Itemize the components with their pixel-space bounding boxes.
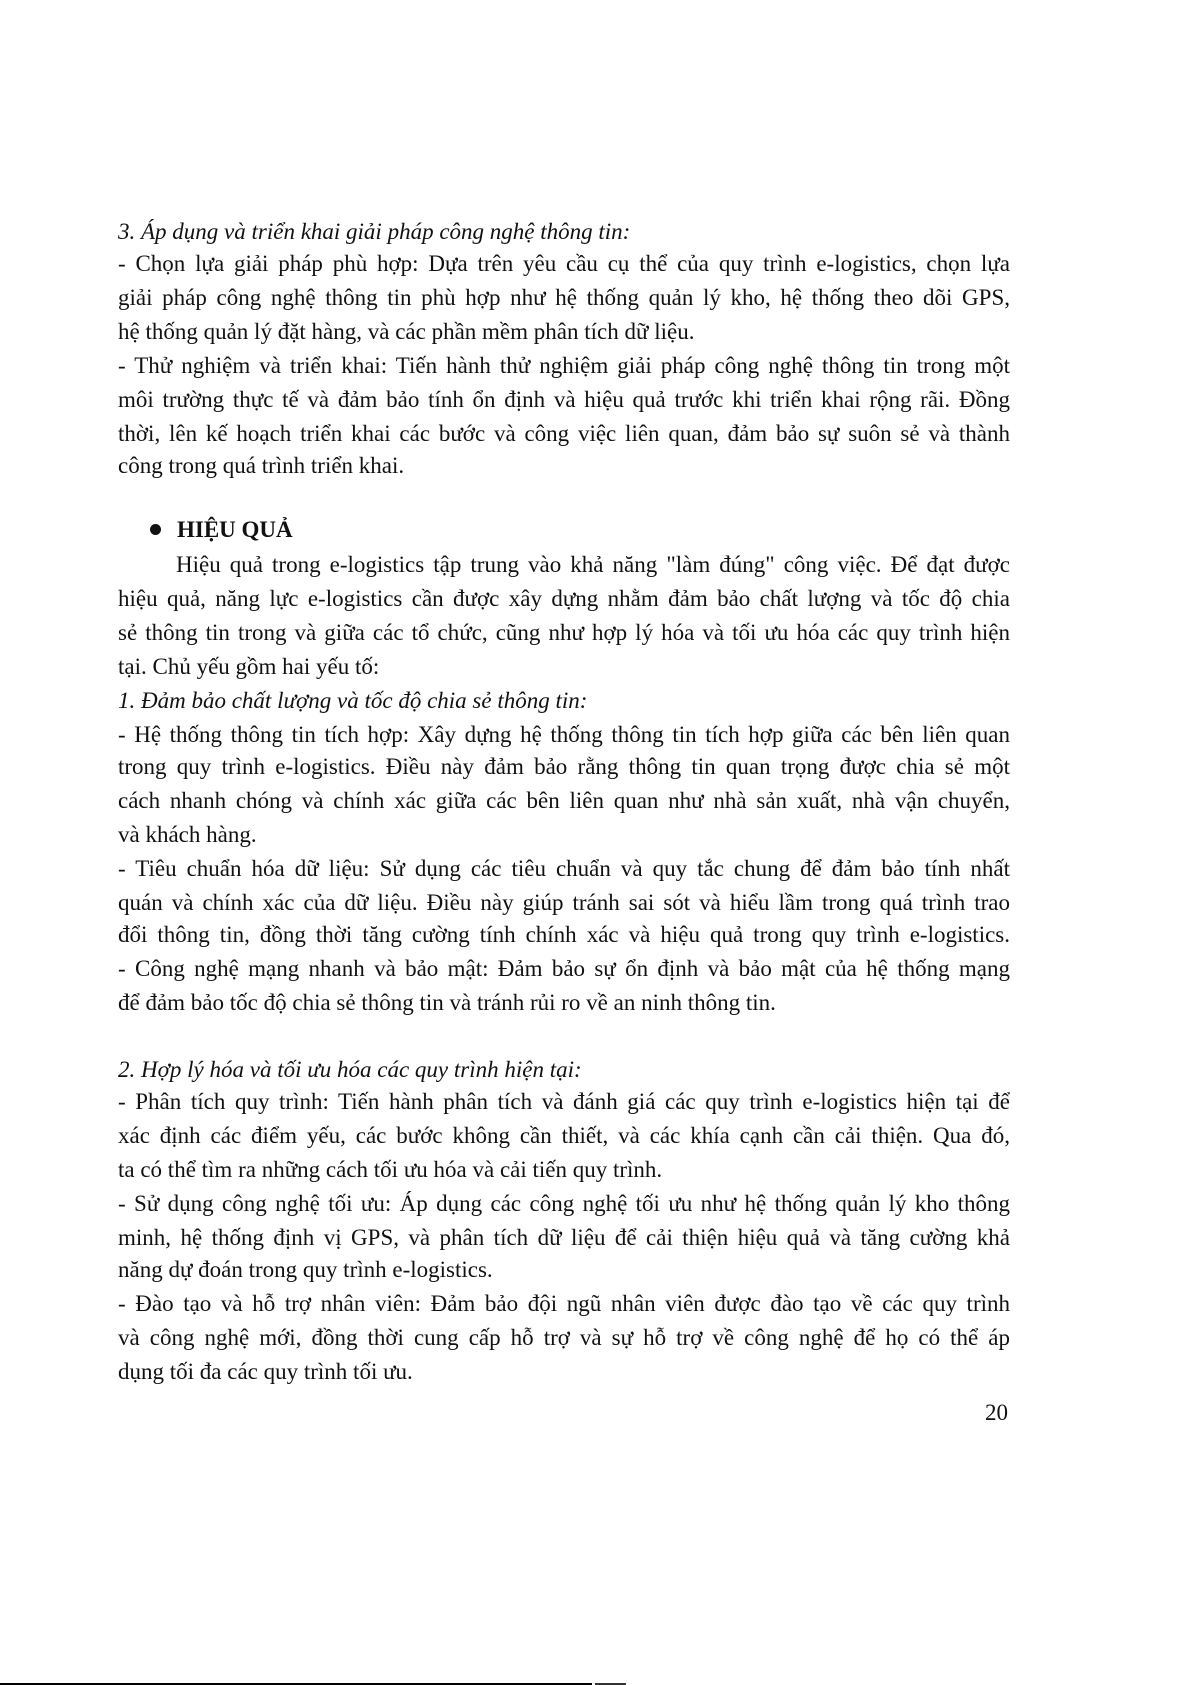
text-line: để đảm bảo tốc độ chia sẻ thông tin và tránh rủi ro về an ninh thông tin. (118, 990, 776, 1015)
text-line: và công nghệ mới, đồng thời cung cấp hỗ trợ và sự hỗ trợ về công nghệ để họ có thể áp (118, 1325, 1010, 1350)
text-line: công trong quá trình triển khai. (118, 453, 405, 478)
text-line: dụng tối đa các quy trình tối ưu. (118, 1359, 413, 1384)
text-line: cách nhanh chóng và chính xác giữa các bên liên quan như nhà sản xuất, nhà vận chuyển, (118, 788, 1010, 813)
text-line: quán và chính xác của dữ liệu. Điều này giúp tránh sai sót và hiểu lầm trong quá trình trao (118, 890, 1010, 915)
text-line: tại. Chủ yếu gồm hai yếu tố: (118, 654, 380, 679)
text-line: Hiệu quả trong e-logistics tập trung vào khả năng "làm đúng" công việc. Để đạt được (176, 552, 1010, 577)
page-number: 20 (985, 1400, 1008, 1425)
text-line: thời, lên kế hoạch triển khai các bước và công việc liên quan, đảm bảo sự suôn sẻ và thành (118, 421, 1010, 446)
bullet-icon (150, 524, 161, 535)
text-line: trong quy trình e-logistics. Điều này đảm bảo rằng thông tin quan trọng được chia sẻ một (118, 754, 1010, 779)
subsection-heading: 1. Đảm bảo chất lượng và tốc độ chia sẻ thông tin: (118, 688, 588, 713)
text-line: hệ thống quản lý đặt hàng, và các phần mềm phân tích dữ liệu. (118, 319, 695, 344)
text-line: - Công nghệ mạng nhanh và bảo mật: Đảm bảo sự ổn định và bảo mật của hệ thống mạng (118, 956, 1010, 981)
text-line: minh, hệ thống định vị GPS, và phân tích dữ liệu để cải thiện hiệu quả và tăng cường khả (118, 1225, 1010, 1250)
text-line: - Đào tạo và hỗ trợ nhân viên: Đảm bảo đội ngũ nhân viên được đào tạo về các quy trình (118, 1291, 1010, 1316)
text-line: - Chọn lựa giải pháp phù hợp: Dựa trên yêu cầu cụ thể của quy trình e-logistics, chọn lựa (118, 251, 1010, 276)
text-line: ta có thể tìm ra những cách tối ưu hóa và cải tiến quy trình. (118, 1157, 663, 1182)
text-line: - Phân tích quy trình: Tiến hành phân tích và đánh giá các quy trình e-logistics hiện tại để (118, 1089, 1010, 1114)
text-line: đổi thông tin, đồng thời tăng cường tính chính xác và hiệu quả trong quy trình e-logistics. (118, 922, 1010, 947)
text-line: - Sử dụng công nghệ tối ưu: Áp dụng các công nghệ tối ưu như hệ thống quản lý kho thông (118, 1191, 1010, 1216)
text-line: giải pháp công nghệ thông tin phù hợp như hệ thống quản lý kho, hệ thống theo dõi GPS, (118, 285, 1010, 310)
subsection-heading: 2. Hợp lý hóa và tối ưu hóa các quy trình hiện tại: (118, 1057, 582, 1082)
text-line: xác định các điểm yếu, các bước không cần thiết, và các khía cạnh cần cải thiện. Qua đó, (118, 1123, 1010, 1148)
text-line: hiệu quả, năng lực e-logistics cần được xây dựng nhằm đảm bảo chất lượng và tốc độ chia (118, 586, 1010, 611)
text-line: năng dự đoán trong quy trình e-logistics. (118, 1257, 493, 1282)
text-line: - Thử nghiệm và triển khai: Tiến hành thử nghiệm giải pháp công nghệ thông tin trong một (118, 353, 1010, 378)
text-line: sẻ thông tin trong và giữa các tổ chức, cũng như hợp lý hóa và tối ưu hóa các quy trình hiện (118, 620, 1010, 645)
subsection-heading: 3. Áp dụng và triển khai giải pháp công nghệ thông tin: (118, 219, 631, 244)
text-line: môi trường thực tế và đảm bảo tính ổn định và hiệu quả trước khi triển khai rộng rãi. Đồng (118, 387, 1010, 412)
text-line: - Tiêu chuẩn hóa dữ liệu: Sử dụng các tiêu chuẩn và quy tắc chung để đảm bảo tính nhất (118, 856, 1010, 881)
section-heading-text: HIỆU QUẢ (177, 517, 293, 542)
section-heading-hieu-qua (150, 516, 293, 544)
text-line: - Hệ thống thông tin tích hợp: Xây dựng hệ thống thông tin tích hợp giữa các bên liên quan (118, 722, 1010, 747)
text-line: và khách hàng. (118, 822, 257, 847)
